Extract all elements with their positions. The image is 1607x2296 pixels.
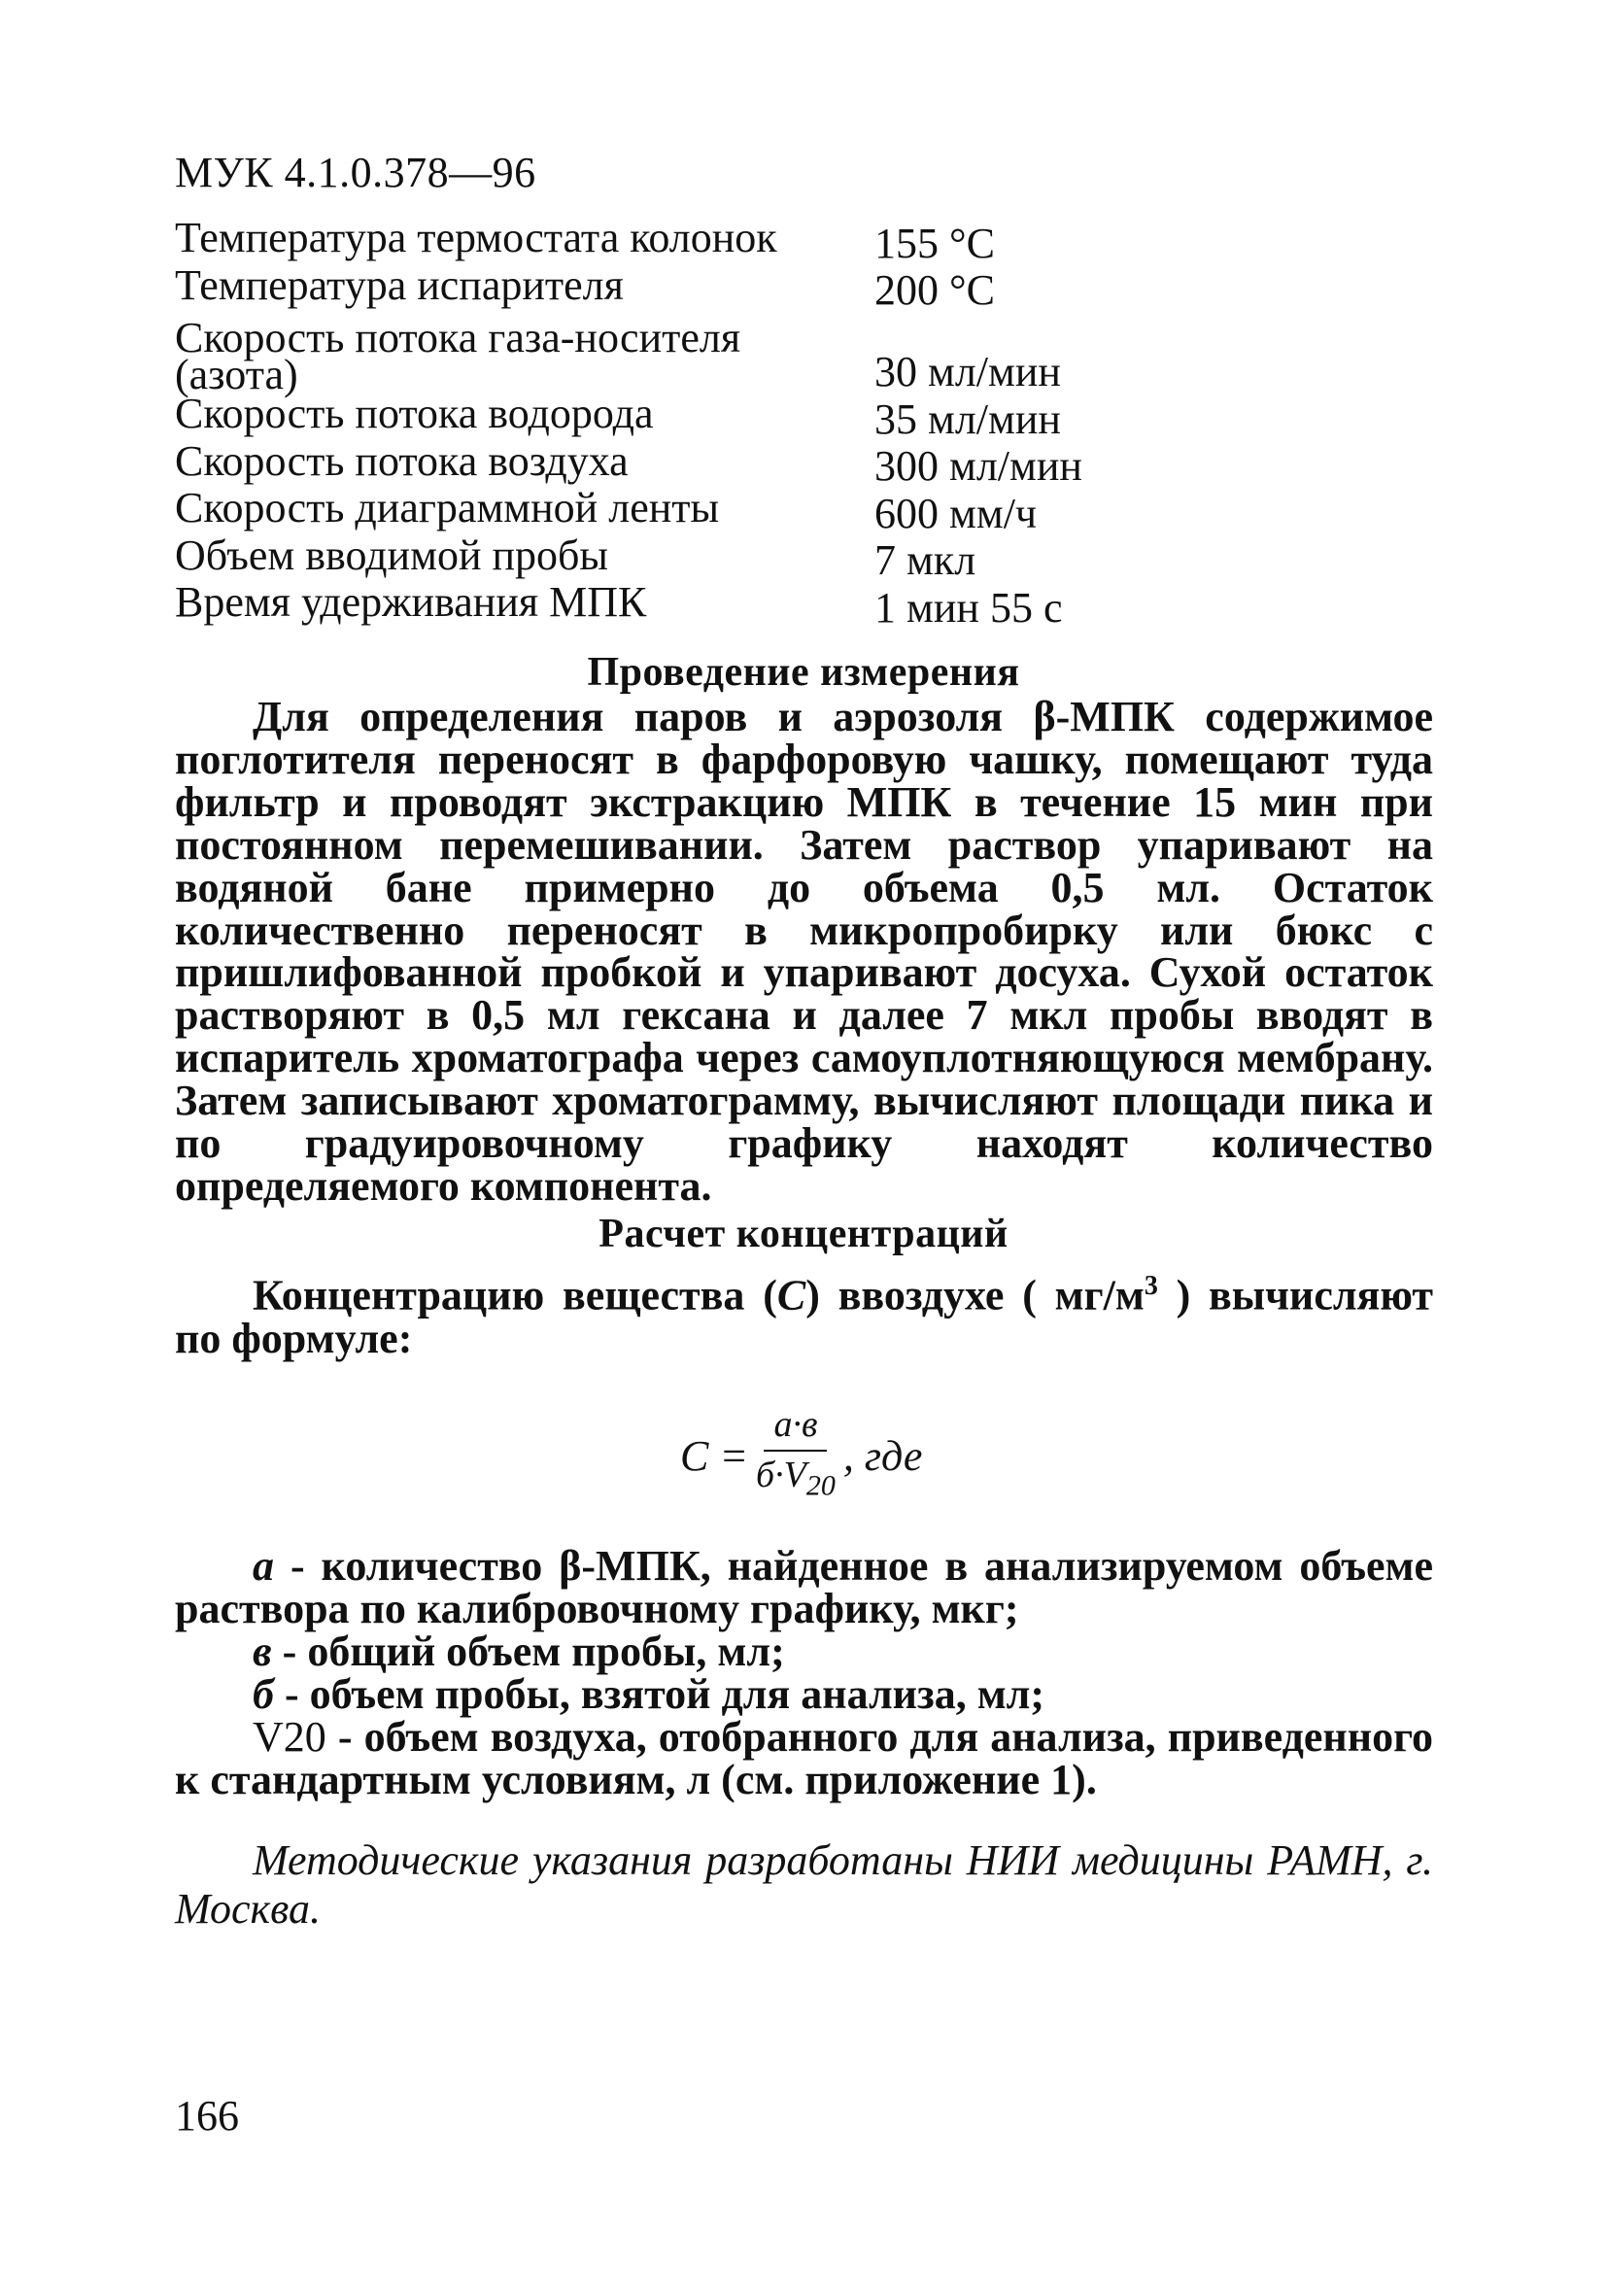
denominator-subscript: 20 [805,1469,836,1502]
page-number: 166 [175,2092,239,2140]
parameter-row [175,531,1438,585]
parameter-row [175,436,1438,491]
credit-note: Методические указания разработаны НИИ медицины РАМН, г. Москва. [175,1836,1433,1933]
parameter-value: 300 мл/мин [874,442,1082,490]
intro-text: Концентрацию вещества ( [253,1271,777,1319]
section-heading-calculation: Расчет концентраций [598,1212,1009,1256]
parameter-label: Скорость потока водорода [175,390,654,437]
parameter-row [175,260,1438,315]
definition-item [175,1713,1433,1803]
document-code: МУК 4.1.0.378—96 [175,149,536,196]
parameter-label: Скорость потока воздуха [175,436,629,485]
parameter-label: Температура испарителя [175,260,624,309]
parameter-row [175,578,1438,632]
definition-symbol: б [253,1670,274,1718]
definition-symbol: в [253,1628,272,1675]
parameter-value: 600 мм/ч [874,489,1038,537]
concentration-formula [680,1397,922,1514]
unit-superscript: 3 [1144,1271,1158,1301]
concentration-symbol: С [776,1271,806,1319]
formula-fraction [756,1403,836,1508]
parameter-label: Объем вводимой пробы [175,531,608,579]
denominator-main: б·V [756,1455,806,1496]
formula-lhs: С = [680,1431,749,1480]
intro-text: ) ввоздухе ( мг/м [805,1271,1145,1319]
definition-symbol: а [253,1542,274,1590]
parameter-row [175,314,1438,398]
parameter-value: 1 мин 55 с [874,583,1063,632]
intro-text: ) вычисляют по формуле: [175,1271,1433,1362]
formula-suffix: , где [842,1431,923,1480]
definition-item [175,1542,1433,1632]
parameter-table [175,214,1438,632]
measurement-paragraph: Для определения паров и аэрозоля β-МПК содержимое поглотителя переносят в фарфоровую чашку, помещают туда фильтр и проводят экстракцию МПК в течение 15 мин при постоянном перемешивании. Затем раствор упаривают на водяной бане примерно до объема 0,5 мл. Остаток количественно переносят в микропробирку или бюкс с пришлифованной пробкой и упаривают досуха. Сухой остаток растворяют в 0,5 мл гексана и далее 7 мкл пробы вводят в испаритель хроматографа через самоуплотняющуюся мембрану. Затем записывают хроматограмму, вычисляют площади пика и по градуировочному графику находят количество определяемого компонента. [175,693,1433,1210]
parameter-value: 200 °С [874,266,995,314]
definition-text: - количество β-МПК, найденное в анализируемом объеме раствора по калибровочному графику, мкг; [175,1542,1433,1632]
section-heading-measurement: Проведение измерения [587,650,1020,695]
definition-text: - объем пробы, взятой для анализа, мл; [273,1670,1044,1718]
definition-text: - общий объем пробы, мл; [271,1628,785,1675]
parameter-row [175,390,1438,443]
formula-denominator [756,1452,836,1508]
parameter-row [175,484,1438,537]
definition-item [175,1670,1433,1718]
definition-text: - объем воздуха, отобранного для анализа, приведенного к стандартным условиям, л (см. приложение 1). [175,1713,1433,1803]
parameter-label: Температура термостата колонок [175,214,777,261]
definition-symbol: V20 [253,1713,326,1761]
parameter-value: 155 °С [874,219,995,267]
parameter-label: Скорость диаграммной ленты [175,484,720,531]
formula-numerator: а·в [764,1403,827,1452]
parameter-row [175,214,1438,267]
parameter-value: 35 мл/мин [874,394,1061,443]
parameter-value: 7 мкл [874,536,976,584]
calculation-intro [175,1265,1433,1362]
parameter-label: Время удерживания МПК [175,578,647,626]
variable-definitions [175,1542,1433,1803]
definition-item [175,1630,1433,1673]
parameter-value: 30 мл/мин [874,348,1061,395]
parameter-label: Скорость потока газа-носителя (азота) [175,314,741,398]
